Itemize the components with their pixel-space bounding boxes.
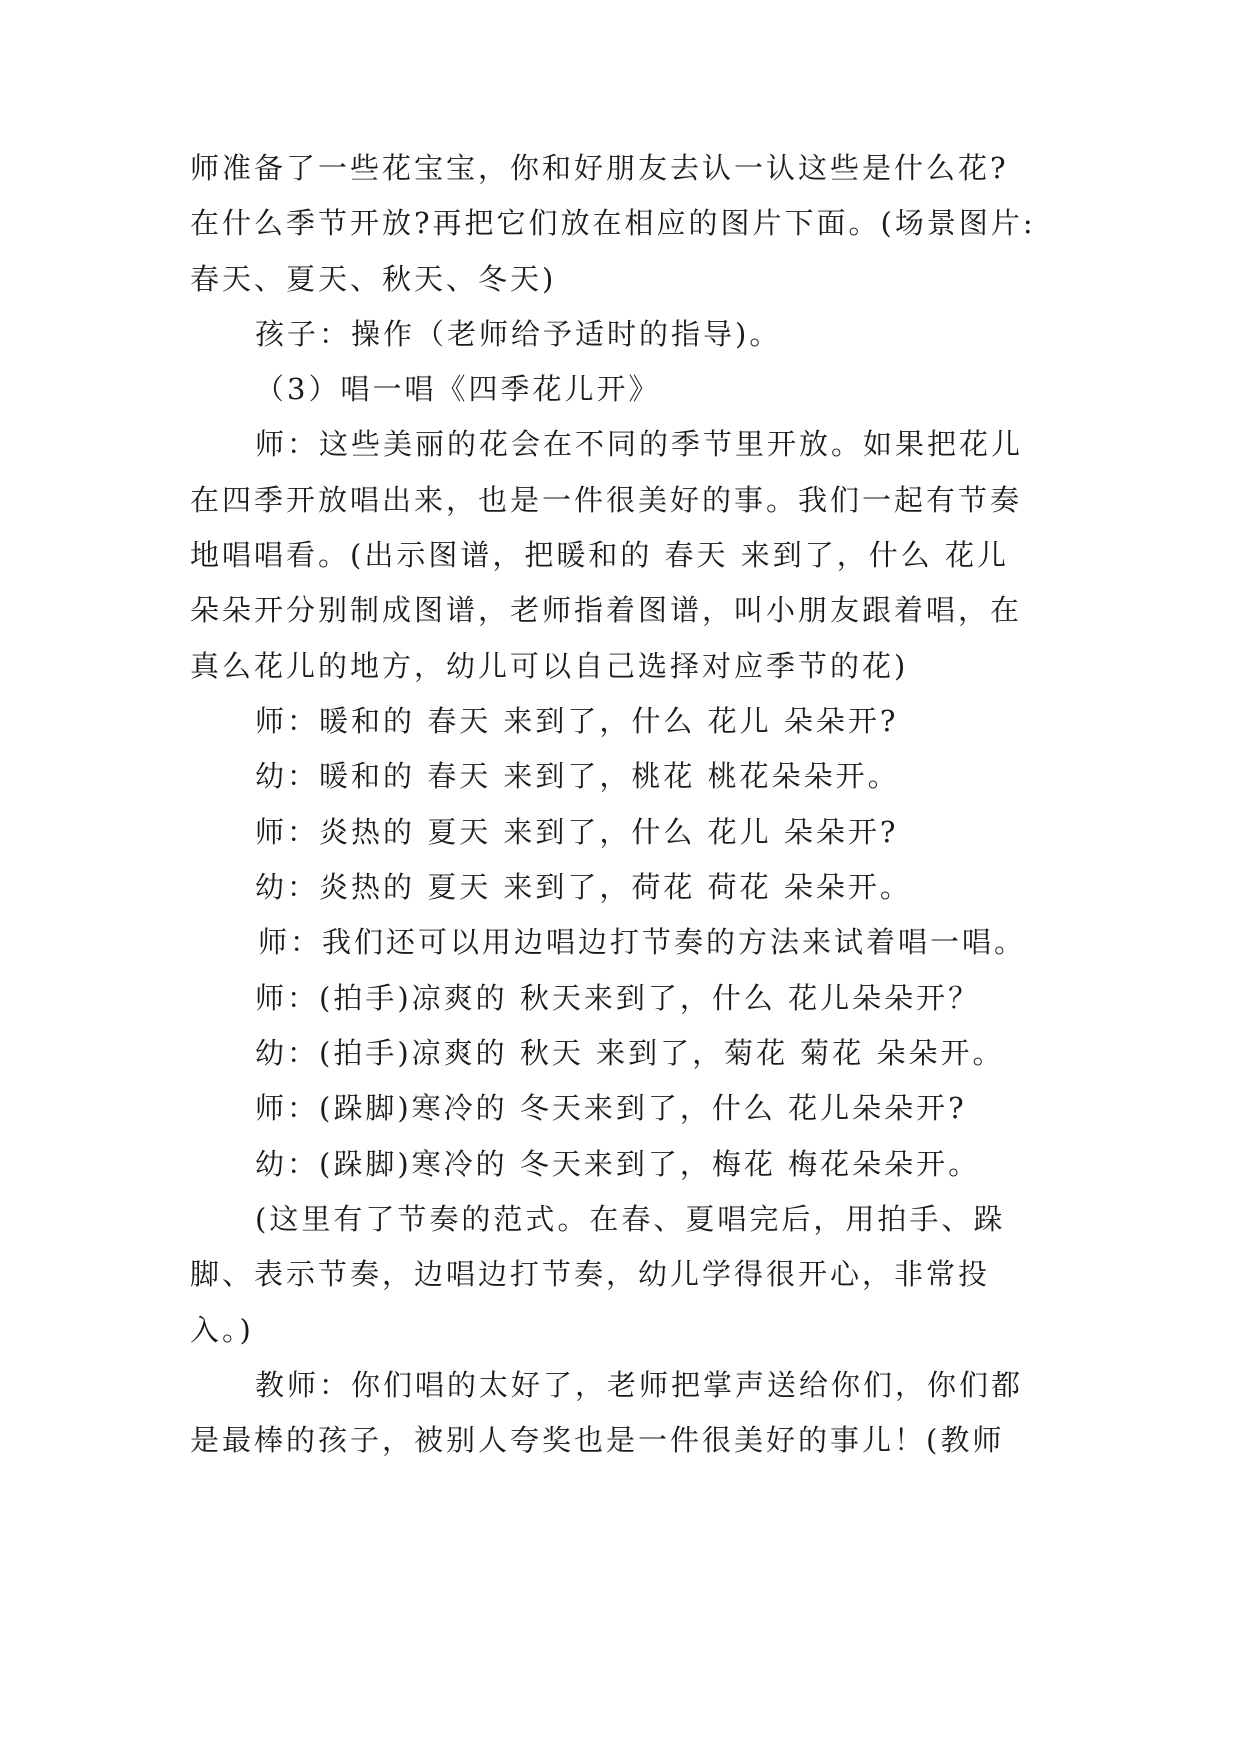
- dialogue-line: 师：炎热的 夏天 来到了，什么 花儿 朵朵开?: [255, 815, 899, 849]
- text-line: (这里有了节奏的范式。在春、夏唱完后，用拍手、跺: [255, 1202, 1006, 1236]
- text-line: 地唱唱看。(出示图谱，把暖和的 春天 来到了，什么 花儿: [190, 538, 1009, 572]
- text-line: 师准备了一些花宝宝，你和好朋友去认一认这些是什么花?: [190, 151, 1009, 185]
- text-line: 孩子：操作（老师给予适时的指导)。: [255, 317, 782, 351]
- dialogue-line: 幼：(跺脚)寒冷的 冬天来到了，梅花 梅花朵朵开。: [255, 1147, 981, 1181]
- text-line: 入。): [190, 1313, 254, 1347]
- text-line: 教师：你们唱的太好了，老师把掌声送给你们，你们都: [255, 1368, 1024, 1402]
- dialogue-line: 师：(拍手)凉爽的 秋天来到了，什么 花儿朵朵开？: [255, 981, 981, 1015]
- text-line: 师：这些美丽的花会在不同的季节里开放。如果把花儿: [255, 427, 1024, 461]
- text-line: 朵朵开分别制成图谱，老师指着图谱，叫小朋友跟着唱，在: [190, 593, 1023, 627]
- text-line: 春天、夏天、秋天、冬天): [190, 262, 557, 296]
- text-line: 真么花儿的地方，幼儿可以自己选择对应季节的花): [190, 649, 909, 683]
- dialogue-line: 幼：炎热的 夏天 来到了，荷花 荷花 朵朵开。: [255, 870, 912, 904]
- text-line: 在四季开放唱出来，也是一件很美好的事。我们一起有节奏: [190, 483, 1023, 517]
- dialogue-line: 师：我们还可以用边唱边打节奏的方法来试着唱一唱。: [258, 925, 1027, 959]
- dialogue-line: 师：暖和的 春天 来到了，什么 花儿 朵朵开?: [255, 704, 899, 738]
- text-line: 是最棒的孩子，被别人夸奖也是一件很美好的事儿！(教师: [190, 1423, 1005, 1457]
- dialogue-line: 幼：暖和的 春天 来到了，桃花 桃花朵朵开。: [255, 759, 900, 793]
- dialogue-line: 师：(跺脚)寒冷的 冬天来到了，什么 花儿朵朵开?: [255, 1091, 967, 1125]
- section-heading: （3）唱一唱《四季花儿开》: [255, 372, 661, 406]
- text-line: 在什么季节开放?再把它们放在相应的图片下面。(场景图片:: [190, 206, 1036, 240]
- text-line: 脚、表示节奏，边唱边打节奏，幼儿学得很开心，非常投: [190, 1257, 991, 1291]
- dialogue-line: 幼：(拍手)凉爽的 秋天 来到了，菊花 菊花 朵朵开。: [255, 1036, 1005, 1070]
